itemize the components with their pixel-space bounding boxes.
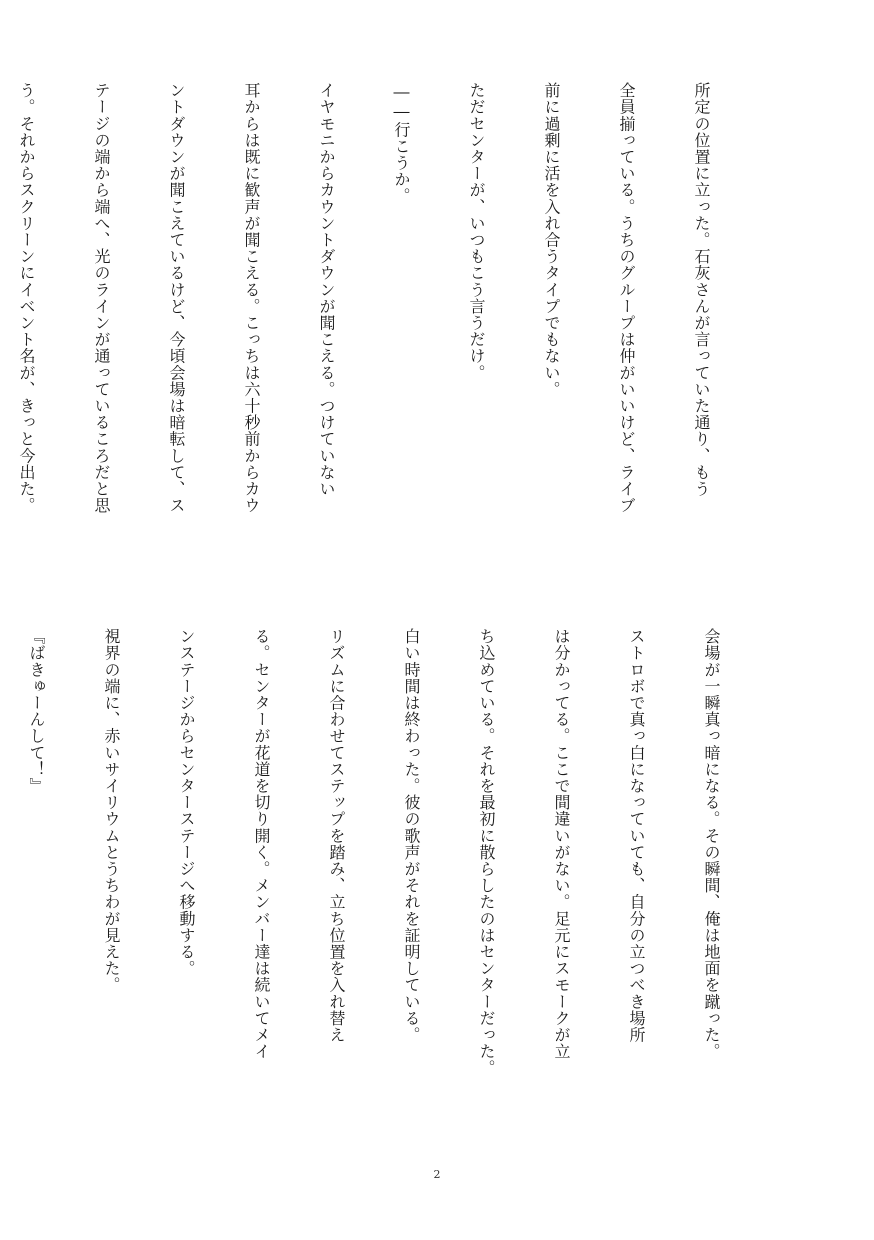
text-line: テージの端から端へ、光のラインが通っているころだと思 <box>92 82 111 514</box>
text-line: ち込めている。それを最初に散らしたのはセンターだった。 <box>477 628 496 1077</box>
text-line: ――行こうか。 <box>392 82 411 205</box>
text-line: ストロボで真っ白になっていても、自分の立つべき場所 <box>627 628 646 1043</box>
text-line: 会場が一瞬真っ暗になる。その瞬間、俺は地面を蹴った。 <box>702 628 721 1060</box>
text-line: る。センターが花道を切り開く。メンバー達は続いてメイ <box>252 628 271 1060</box>
text-line: 全員揃っている。うちのグループは仲がいいけど、ライブ <box>617 82 636 514</box>
page-number: 2 <box>433 1168 441 1181</box>
text-line: は分かってる。ここで間違いがない。足元にスモークが立 <box>552 628 571 1060</box>
text-line: 耳からは既に歓声が聞こえる。こっちは六十秒前からカウ <box>242 82 261 514</box>
text-line: 前に過剰に活を入れ合うタイプでもない。 <box>542 82 561 398</box>
text-line: ンステージからセンターステージへ移動する。 <box>177 628 196 977</box>
text-line: リズムに合わせてステップを踏み、立ち位置を入れ替え <box>327 628 346 1043</box>
text-line: 所定の位置に立った。石灰さんが言っていた通り、もう <box>692 82 711 497</box>
text-line: う。それからスクリーンにイベント名が、きっと今出た。 <box>17 82 36 514</box>
upper-text-block <box>17 82 764 592</box>
text-line: ただセンターが、いつもこう言うだけ。 <box>467 82 486 381</box>
text-line: 視界の端に、赤いサイリウムとうちわが見えた。 <box>102 628 121 994</box>
text-line: ントダウンが聞こえているけど、今頃会場は暗転して、ス <box>167 82 186 514</box>
lower-text-block <box>27 628 774 1138</box>
text-line: イヤモニからカウントダウンが聞こえる。つけていない <box>317 82 336 497</box>
text-line: 白い時間は終わった。彼の歌声がそれを証明している。 <box>402 628 421 1043</box>
text-line: 『ばきゅーんして！』 <box>27 628 46 794</box>
